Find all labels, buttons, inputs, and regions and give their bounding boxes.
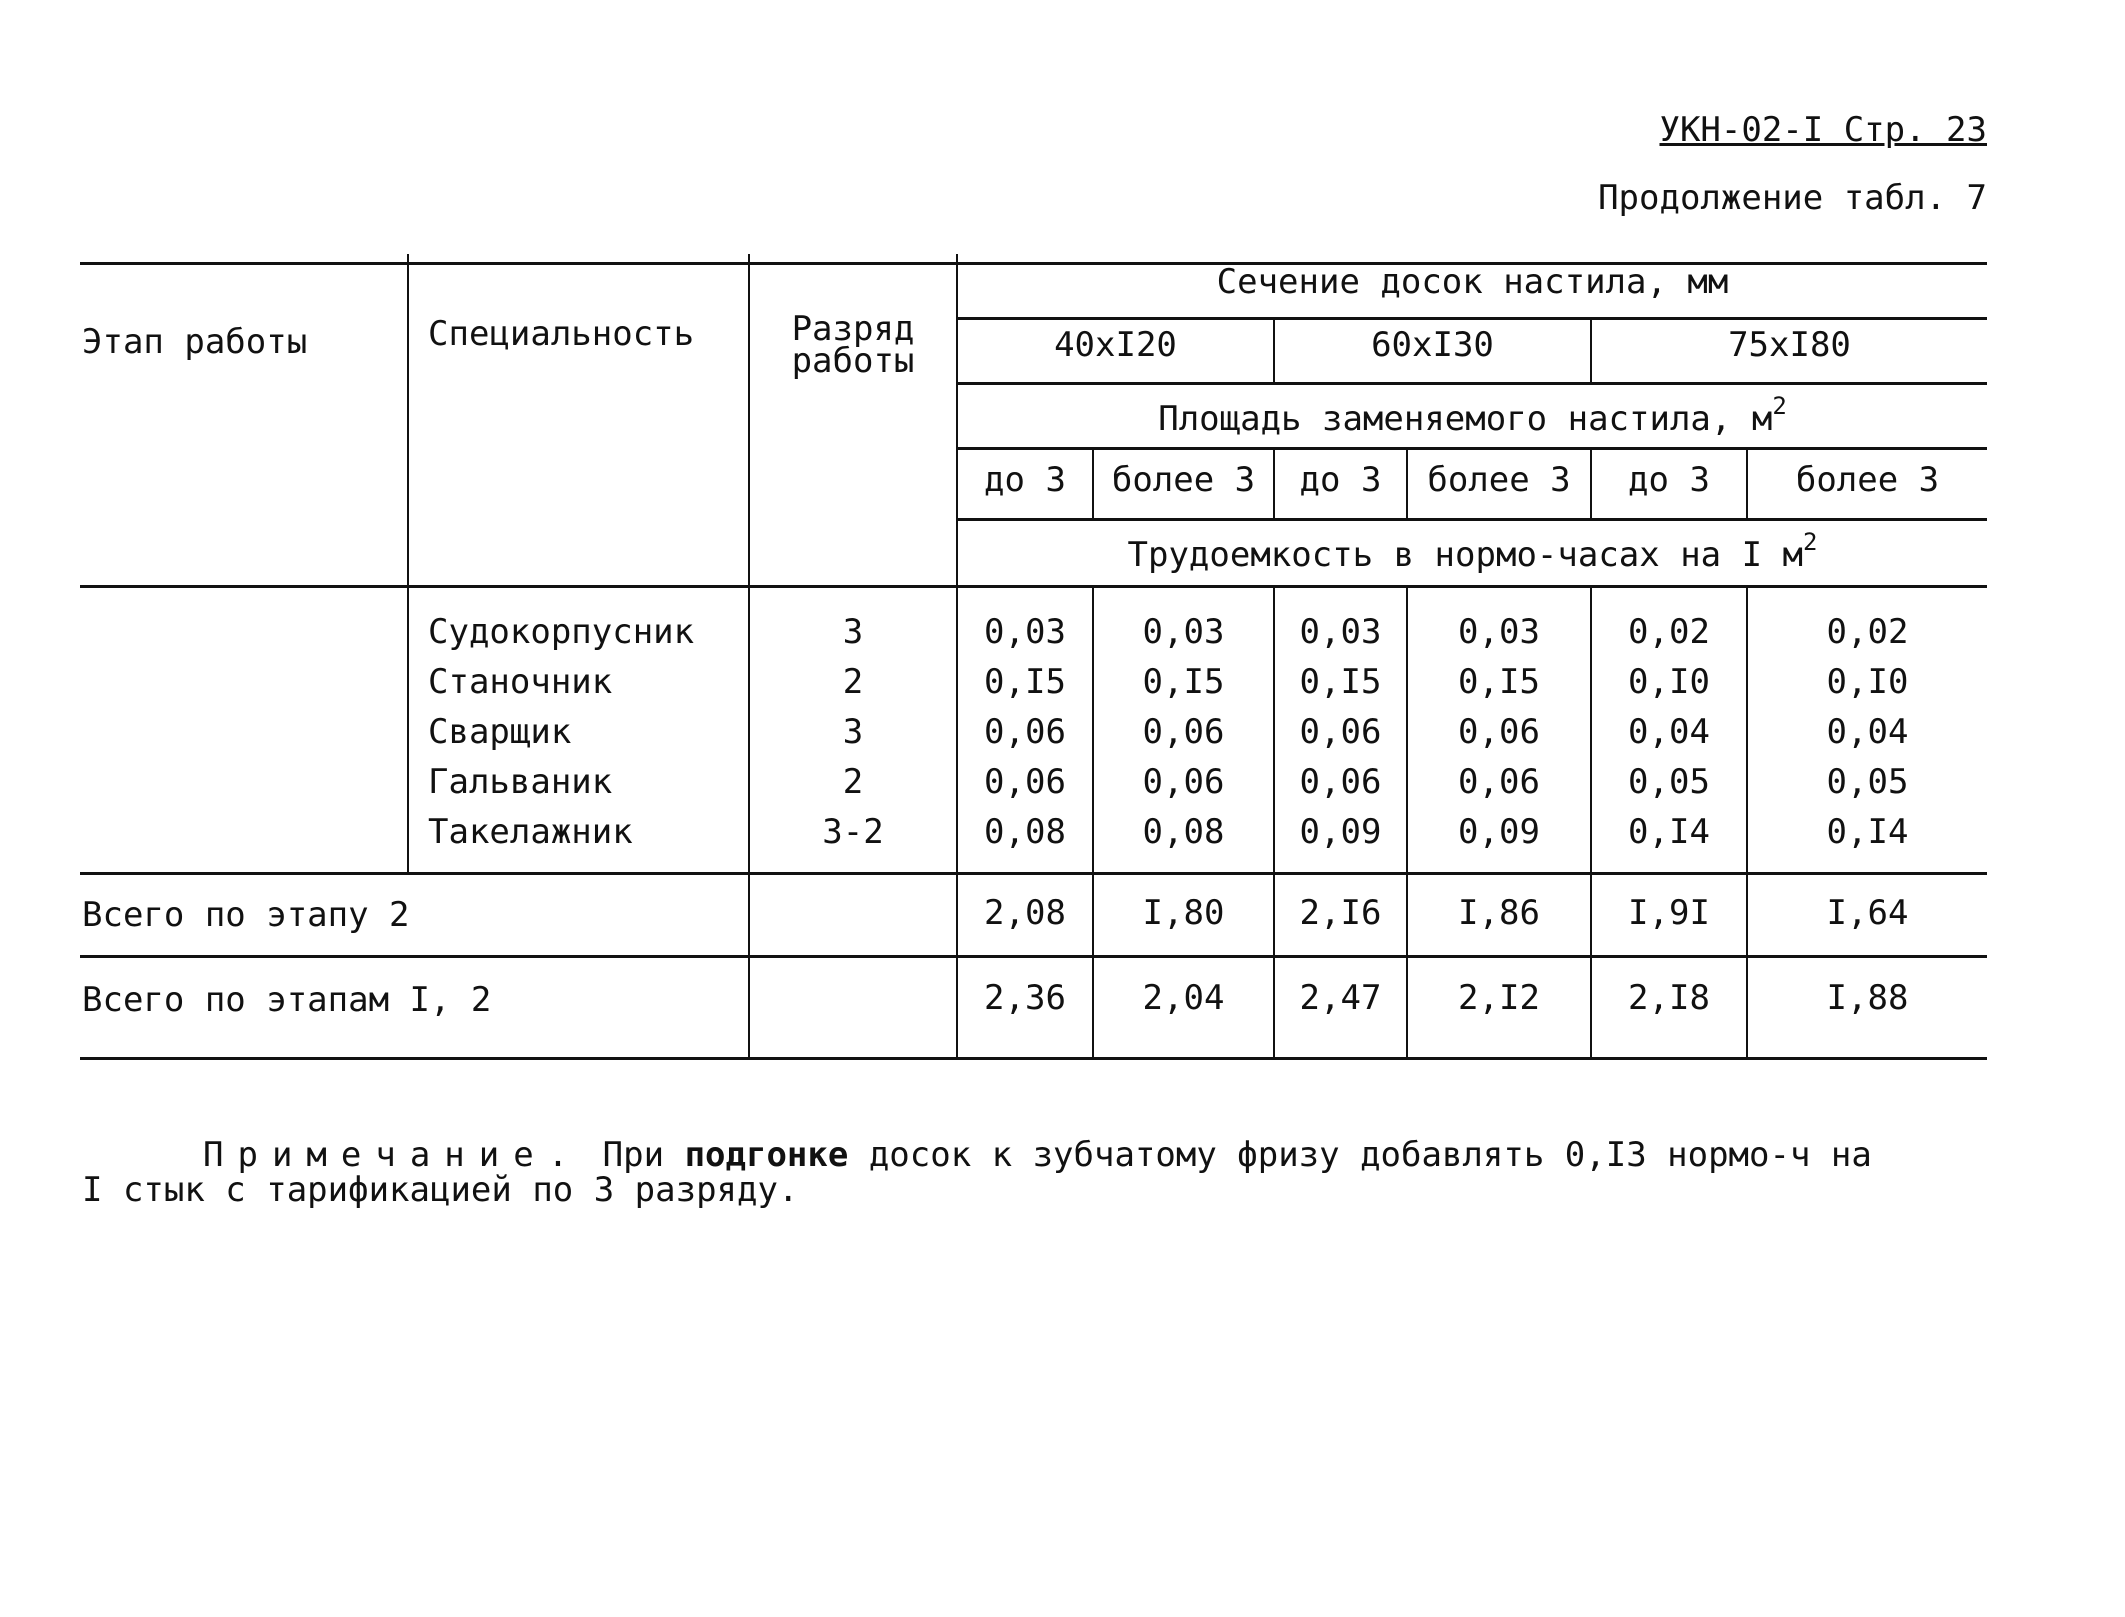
note-emphasis: подгонке [684,1135,849,1175]
header-labor-text: Трудоемкость в нормо-часах на I м [1127,535,1804,575]
specialty-cell: Гальваник [428,762,613,802]
grade-cell: 2 [842,662,864,702]
total-value: 2,47 [1299,978,1382,1018]
table-continuation-caption: Продолжение табл. 7 [1598,178,1987,218]
value-cell: 0,02 [1628,612,1710,652]
specialty-cell: Станочник [428,662,613,702]
total-value: I,80 [1142,893,1225,933]
document-reference: УКН-02-I Стр. 23 [1659,110,1987,150]
header-range-2: более 3 [1111,460,1256,500]
header-labor [958,528,1987,575]
header-range-5: до 3 [1628,460,1710,500]
value-cell: 0,05 [1628,762,1710,802]
value-cell: 0,03 [1142,612,1225,652]
value-cell: 0,06 [1458,762,1540,802]
value-cell: 0,I5 [1142,662,1225,702]
value-cell: 0,I0 [1826,662,1909,702]
value-cell: 0,06 [1299,762,1382,802]
value-cell: 0,I4 [1628,812,1710,852]
header-labor-sup: 2 [1803,528,1818,556]
total-value: I,88 [1826,978,1909,1018]
value-cell: 0,09 [1458,812,1540,852]
col-divider-specialty [407,254,409,874]
value-cell: 0,03 [984,612,1066,652]
total-value: 2,I8 [1628,978,1710,1018]
header-bottom-rule [80,585,1987,588]
header-area-sup: 2 [1772,392,1787,420]
specialty-cell: Сварщик [428,712,572,752]
value-cell: 0,04 [1826,712,1909,752]
specialty-cell: Судокорпусник [428,612,695,652]
value-cell: 0,06 [1458,712,1540,752]
total-label: Всего по этапу 2 [82,895,410,935]
header-size-1: 40хI20 [1054,325,1177,365]
total-value: 2,04 [1142,978,1225,1018]
header-range-6: более 3 [1795,460,1940,500]
value-cell: 0,06 [984,712,1066,752]
rule-between-totals [80,955,1987,958]
value-cell: 0,I5 [1299,662,1382,702]
note-line-2: I стык с тарификацией по 3 разряду. [82,1170,799,1210]
note-text-before: При [602,1135,665,1175]
total-value: 2,I6 [1299,893,1382,933]
rule-above-totals [80,872,1987,875]
rule-under-sizes [958,382,1987,385]
rule-under-area [958,447,1987,450]
total-label: Всего по этапам I, 2 [82,980,492,1020]
total-value: I,86 [1458,893,1540,933]
value-cell: 0,I4 [1826,812,1909,852]
header-stage: Этап работы [82,322,308,362]
note-text-after: досок к зубчатому фризу добавлять 0,I3 нормо-ч на [868,1135,1872,1175]
value-cell: 0,05 [1826,762,1909,802]
header-area [958,392,1987,439]
value-cell: 0,02 [1826,612,1909,652]
header-area-text: Площадь заменяемого настила, м [1158,399,1773,439]
total-value: 2,36 [984,978,1066,1018]
value-cell: 0,I0 [1628,662,1710,702]
value-cell: 0,09 [1299,812,1382,852]
grade-cell: 2 [842,762,864,802]
total-value: 2,08 [984,893,1066,933]
header-size-3: 75хI80 [1728,325,1851,365]
rule-under-ranges [958,518,1987,521]
table-bottom-rule [80,1057,1987,1060]
rule-under-section [958,317,1987,320]
header-range-3: до 3 [1299,460,1382,500]
note-label: Примечание. [203,1135,583,1175]
col-divider-values [956,254,958,1057]
value-cell: 0,04 [1628,712,1710,752]
value-cell: 0,03 [1458,612,1540,652]
total-value: 2,I2 [1458,978,1540,1018]
value-cell: 0,03 [1299,612,1382,652]
value-cell: 0,I5 [984,662,1066,702]
header-specialty: Специальность [428,314,695,354]
value-cell: 0,06 [984,762,1066,802]
grade-cell: 3-2 [822,812,884,852]
header-section: Сечение досок настила, мм [1216,262,1729,302]
grade-cell: 3 [842,612,864,652]
value-cell: 0,08 [984,812,1066,852]
total-value: I,64 [1826,893,1909,933]
header-grade-line1: Разряд [791,309,915,349]
specialty-cell: Такелажник [428,812,633,852]
value-cell: 0,06 [1142,712,1225,752]
grade-cell: 3 [842,712,864,752]
header-grade-line2: работы [791,341,915,381]
total-value: I,9I [1628,893,1710,933]
note-line-1 [203,1135,1872,1175]
header-range-4: более 3 [1427,460,1571,500]
value-cell: 0,I5 [1458,662,1540,702]
header-range-1: до 3 [984,460,1066,500]
value-cell: 0,06 [1142,762,1225,802]
value-cell: 0,06 [1299,712,1382,752]
value-cell: 0,08 [1142,812,1225,852]
header-size-2: 60хI30 [1371,325,1494,365]
